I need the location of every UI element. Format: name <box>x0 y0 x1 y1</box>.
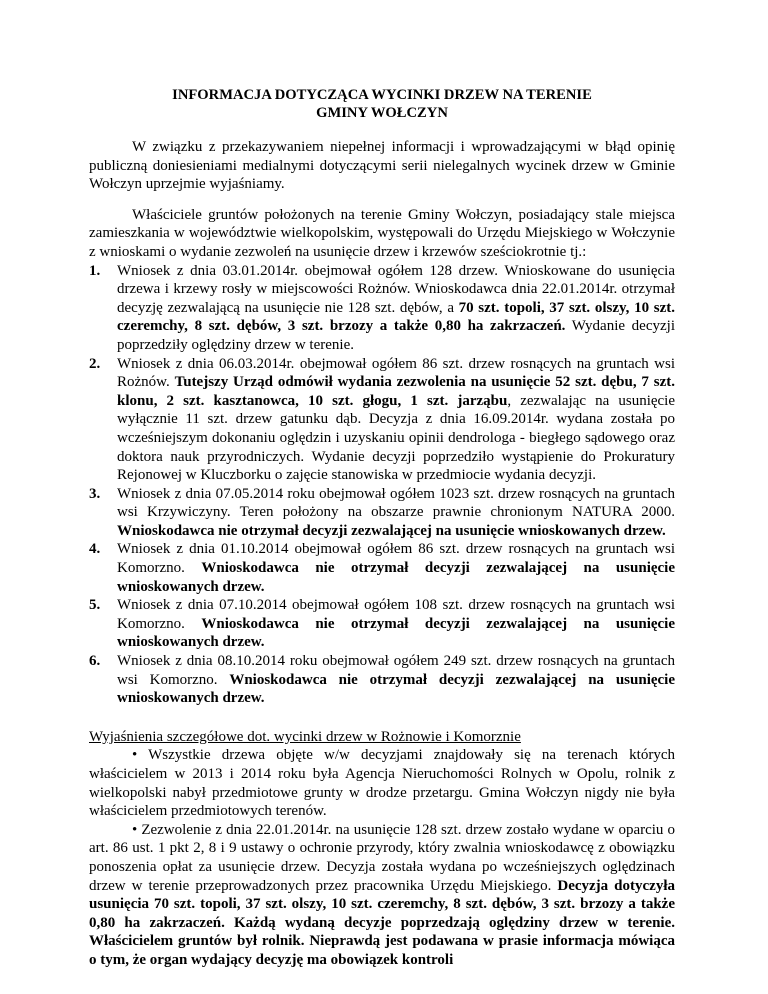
bullet-paragraph-ownership: • Wszystkie drzewa objęte w/w decyzjami znajdowały się na terenach których właścicielem w 2013 i 2014 roku była Agencja Nieruchomości Rolnych w Opolu, rolnik z wielkopolski nabył przedmiotowe grunty w drodze przetargu. Gmina Wołczyn nigdy nie była właścicielem przedmiotowych terenów. <box>89 747 675 820</box>
item-number: 5. <box>89 597 101 614</box>
list-item <box>89 540 675 596</box>
item-text: Wniosek z dnia 01.10.2014 obejmował ogółem 86 szt. drzew rosnących na gruntach wsi Komorzno. <box>117 541 675 577</box>
item-bold-text: Wnioskodawca nie otrzymał decyzji zezwalającej na usunięcie wnioskowanych drzew. <box>117 671 675 707</box>
intro-paragraph: W związku z przekazywaniem niepełnej informacji i wprowadzającymi w błąd opinię publiczną doniesieniami medialnymi dotyczącymi serii nielegalnych wycinek drzew w Gminie Wołczyn uprzejmie wyjaśniamy. <box>89 139 675 193</box>
item-number: 6. <box>89 653 101 670</box>
permit-bold-text: Decyzja dotyczyła usunięcia 70 szt. topoli, 37 szt. olszy, 10 szt. czeremchy, 8 szt. dębów, 3 szt. brzozy a także 0,80 ha zakrzaczeń. Każdą wydaną decyzje poprzedzają oględziny drzew w terenie. Właścicielem gruntów był rolnik. Nieprawdą jest podawana w prasie informacja mówiąca o tym, że organ wydający decyzję ma obowiązek kontroli <box>89 877 675 968</box>
item-text: Wniosek z dnia 03.01.2014r. obejmował ogółem 128 drzew. Wnioskowane do usunięcia drzewa i krzewy rosły w miejscowości Rożnów. Wnioskodawca dnia 22.01.2014r. otrzymał decyzję zezwalającą na usunięcie nie 128 szt. dębów, a <box>117 262 675 316</box>
item-bold-text: Wnioskodawca nie otrzymał decyzji zezwalającej na usunięcie wnioskowanych drzew. <box>117 560 675 595</box>
document-title: INFORMACJA DOTYCZĄCA WYCINKI DRZEW NA TERENIE GMINY WOŁCZYN <box>172 87 592 121</box>
application-list <box>89 262 675 708</box>
item-number: 3. <box>89 485 101 502</box>
document-page <box>89 86 675 970</box>
section-heading: Wyjaśnienia szczegółowe dot. wycinki drzew w Rożnowie i Komorznie <box>89 728 521 745</box>
item-text-end: , zezwalając na usunięcie wyłącznie 11 szt. drzew gatunku dąb. Decyzja z dnia 16.09.2014r. wydana została po wcześniejszym dokonaniu oględzin i uzyskaniu opinii dendrologa - biegłego sądowego oraz doktora nauk przyrodniczych. Wydanie decyzji poprzedziło wystąpienie do Prokuratury Rejonowej w Kluczborku o zajęcie stanowiska w przedmiocie wydania decyzji. <box>117 392 676 484</box>
item-number: 4. <box>89 541 101 558</box>
item-text-end: Wydanie decyzji poprzedziły oględziny drzew w terenie. <box>117 318 675 353</box>
list-item <box>89 355 675 485</box>
list-item <box>89 596 675 652</box>
list-item <box>89 262 675 355</box>
list-item <box>89 652 675 708</box>
item-bold-text: 70 szt. topoli, 37 szt. olszy, 10 szt. czeremchy, 8 szt. dębów, 3 szt. brzozy a także 0,80 ha zakrzaczeń. <box>117 299 675 335</box>
item-text: Wniosek z dnia 07.05.2014 roku obejmował ogółem 1023 szt. drzew rosnących na gruntach wsi Krzywiczyny. Teren położony na obszarze prawnie chronionym NATURA 2000. <box>117 485 675 521</box>
item-bold-text: Wnioskodawca nie otrzymał decyzji zezwalającej na usunięcie wnioskowanych drzew. <box>117 615 675 651</box>
item-bold-text: Wnioskodawca nie otrzymał decyzji zezwalającej na usunięcie wnioskowanych drzew. <box>117 522 666 539</box>
owners-paragraph: Właściciele gruntów położonych na terenie Gminy Wołczyn, posiadający stale miejsca zamieszkania w województwie wielkopolskim, występowali do Urzędu Miejskiego w Wołczynie z wnioskami o wydanie zezwoleń na usunięcie drzew i krzewów sześciokrotnie tj.: <box>89 206 675 260</box>
permit-text: • Zezwolenie z dnia 22.01.2014r. na usunięcie 128 szt. drzew zostało wydane w oparciu o art. 86 ust. 1 pkt 2, 8 i 9 ustawy o ochronie przyrody, który zwalnia wnioskodawcę z obowiązku ponoszenia opłat za usunięcie drzew. Decyzja została wydana po wcześniejszych oględzinach drzew w terenie przeprowadzonych przez pracownika Urzędu Miejskiego. <box>89 821 675 894</box>
item-text: Wniosek z dnia 08.10.2014 roku obejmował ogółem 249 szt. drzew rosnących na gruntach wsi Komorzno. <box>117 653 675 688</box>
item-text: Wniosek z dnia 07.10.2014 obejmował ogółem 108 szt. drzew rosnących na gruntach wsi Komorzno. <box>117 597 675 632</box>
item-number: 2. <box>89 355 101 372</box>
item-text: Wniosek z dnia 06.03.2014r. obejmował ogółem 86 szt. drzew rosnących na gruntach wsi Rożnów. <box>117 355 675 391</box>
bullet-paragraph-permit <box>89 821 675 970</box>
item-number: 1. <box>89 262 101 279</box>
list-item <box>89 485 675 541</box>
item-bold-text: Tutejszy Urząd odmówił wydania zezwolenia na usunięcie 52 szt. dębu, 7 szt. klonu, 2 szt. kasztanowca, 10 szt. głogu, 1 szt. jarząbu <box>117 374 675 409</box>
